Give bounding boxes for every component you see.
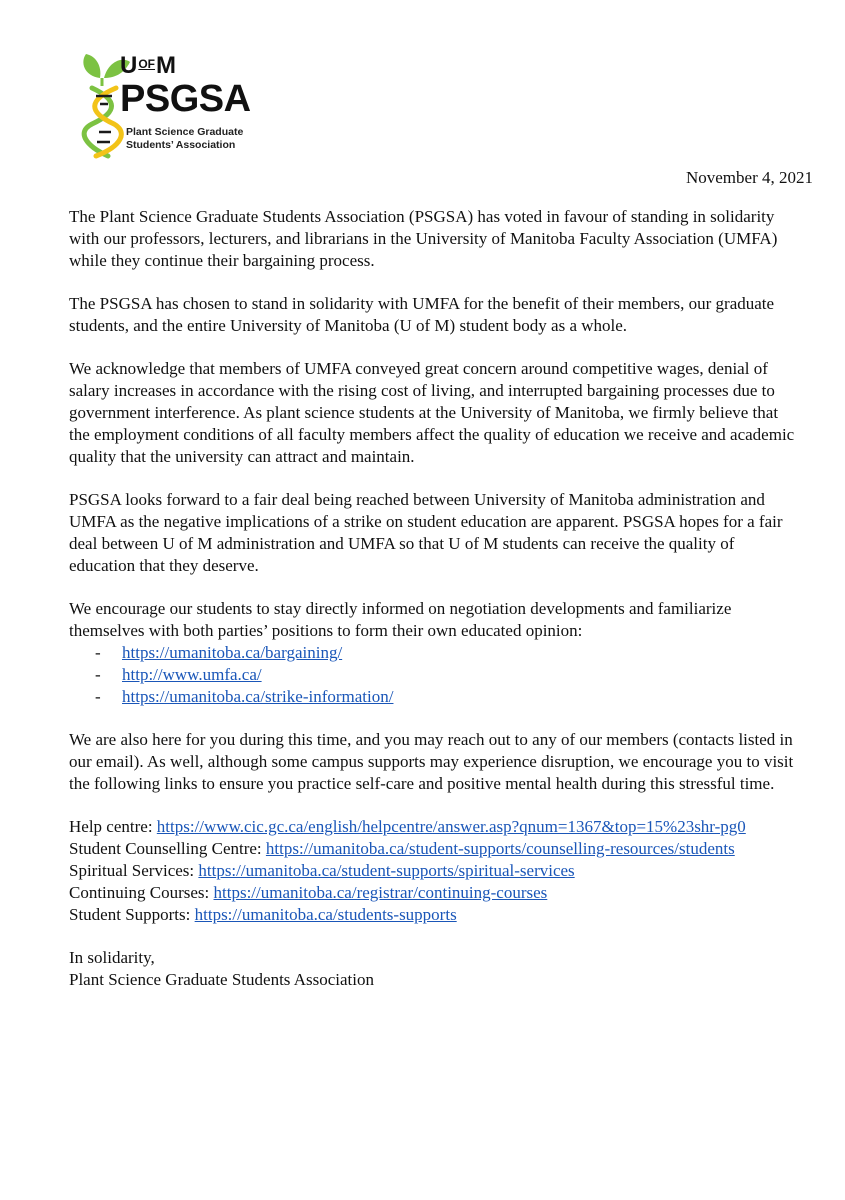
logo-acronym: PSGSA bbox=[120, 78, 251, 120]
paragraph-concerns: We acknowledge that members of UMFA conveyed great concern around competitive wages, denial of salary increases in accordance with the rising cost of living, and interrupted bargaining processes due to government interference. As plant science students at the University of Manitoba, we firmly believe that the employment conditions of all faculty members affect the quality of education we receive and academic quality that the university can attract and maintain. bbox=[69, 359, 795, 466]
paragraph-stay-informed: We encourage our students to stay directly informed on negotiation developments and familiarize themselves with both parties’ positions to form their own educated opinion: bbox=[69, 599, 732, 640]
umfa-link[interactable]: http://www.umfa.ca/ bbox=[122, 665, 262, 684]
resource-spiritual: Spiritual Services: https://umanitoba.ca/student-supports/spiritual-services bbox=[69, 861, 575, 880]
resource-help-centre: Help centre: https://www.cic.gc.ca/english/helpcentre/answer.asp?qnum=1367&top=15%23shr-pg0 bbox=[69, 817, 746, 836]
paragraph-fair-deal: PSGSA looks forward to a fair deal being reached between University of Manitoba administration and UMFA as the negative implications of a strike on student education are apparent. PSGSA hopes for a fair deal between U of M administration and UMFA so that U of M students can receive the quality of education that they deserve. bbox=[69, 490, 783, 575]
strike-information-link[interactable]: https://umanitoba.ca/strike-information/ bbox=[122, 687, 394, 706]
salutation: In solidarity, bbox=[69, 948, 155, 967]
help-centre-link[interactable]: https://www.cic.gc.ca/english/helpcentre/answer.asp?qnum=1367&top=15%23shr-pg0 bbox=[156, 817, 746, 836]
resource-student-supports: Student Supports: https://umanitoba.ca/students-supports bbox=[69, 905, 457, 924]
letter-body bbox=[69, 206, 799, 991]
info-link-list bbox=[69, 642, 799, 708]
letter-closing bbox=[69, 947, 799, 991]
logo-uofm-text: $U^{OF}M$ bbox=[120, 52, 177, 79]
letter-date: November 4, 2021 bbox=[685, 168, 813, 187]
continuing-courses-link[interactable]: https://umanitoba.ca/registrar/continuing-courses bbox=[213, 883, 548, 902]
signature: Plant Science Graduate Students Association bbox=[69, 970, 374, 989]
paragraph-benefit: The PSGSA has chosen to stand in solidarity with UMFA for the benefit of their members, our graduate students, and the entire University of Manitoba (U of M) student body as a whole. bbox=[69, 294, 775, 335]
spiritual-services-link[interactable]: https://umanitoba.ca/student-supports/spiritual-services bbox=[198, 861, 575, 880]
bargaining-link[interactable]: https://umanitoba.ca/bargaining/ bbox=[122, 643, 343, 662]
list-item: - http://www.umfa.ca/ bbox=[95, 665, 262, 684]
logo-association-name: Plant Science Graduate Students’ Association bbox=[126, 126, 244, 151]
resource-counselling: Student Counselling Centre: https://umanitoba.ca/student-supports/counselling-resources/students bbox=[69, 839, 735, 858]
paragraph-solidarity-vote: The Plant Science Graduate Students Association (PSGSA) has voted in favour of standing in solidarity with our professors, lecturers, and librarians in the University of Manitoba Faculty Association (UMFA) while they continue their bargaining process. bbox=[69, 207, 778, 270]
psgsa-logo bbox=[78, 48, 268, 166]
resource-continuing-courses: Continuing Courses: https://umanitoba.ca/registrar/continuing-courses bbox=[69, 883, 548, 902]
paragraph-support: We are also here for you during this time, and you may reach out to any of our members (contacts listed in our email). As well, although some campus supports may experience disruption, we encourage you to visit the following links to ensure you practice self-care and positive mental health during this stressful time. bbox=[69, 730, 794, 793]
resource-links bbox=[69, 816, 799, 926]
list-item: - https://umanitoba.ca/strike-information/ bbox=[95, 687, 394, 706]
counselling-link[interactable]: https://umanitoba.ca/student-supports/counselling-resources/students bbox=[265, 839, 735, 858]
list-item: - https://umanitoba.ca/bargaining/ bbox=[95, 643, 343, 662]
student-supports-link[interactable]: https://umanitoba.ca/students-supports bbox=[194, 905, 457, 924]
